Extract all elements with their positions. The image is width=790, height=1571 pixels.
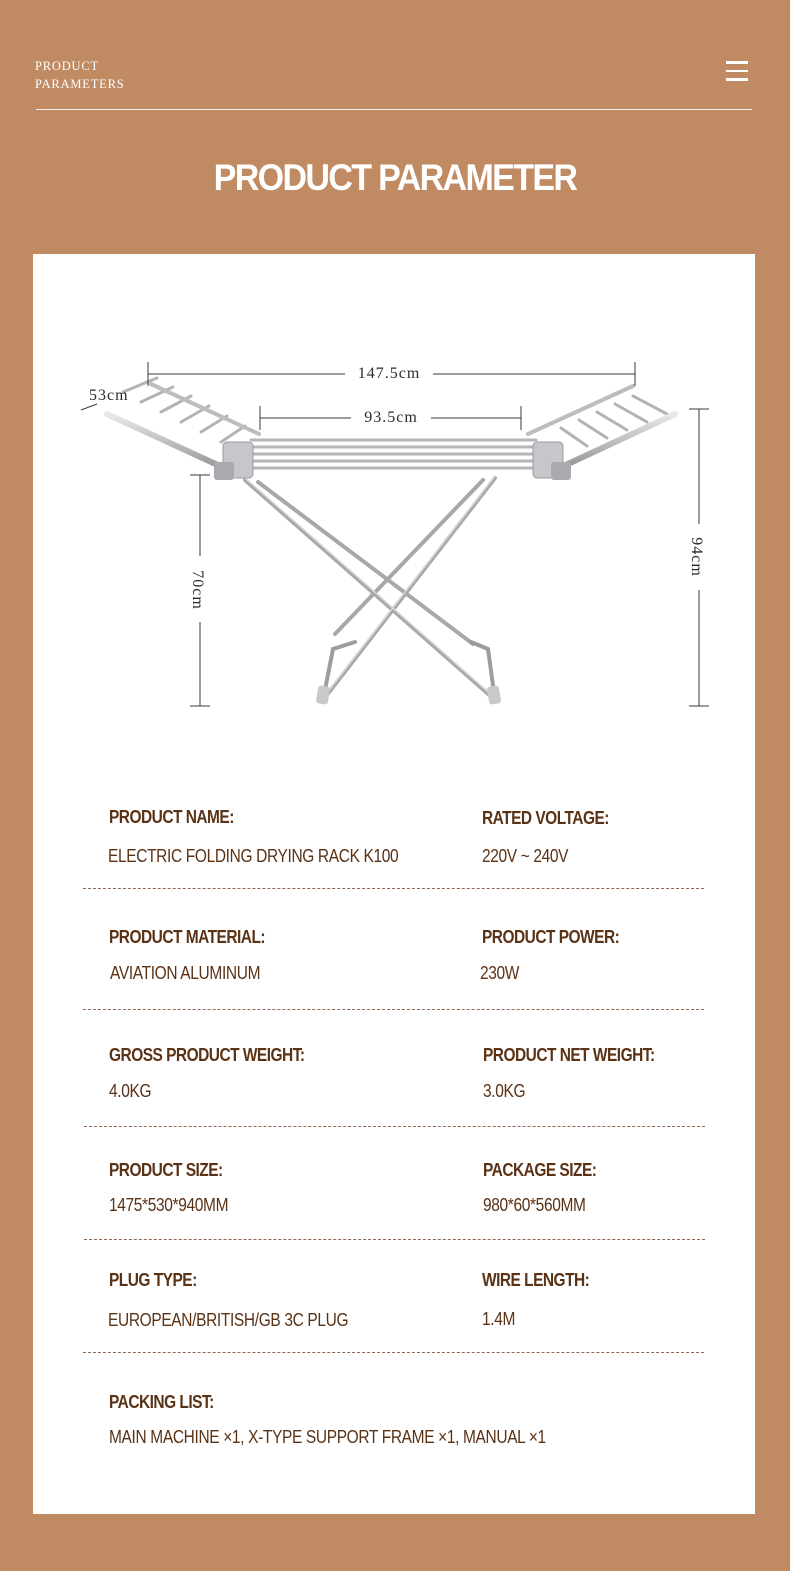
drying-rack-diagram [33,254,755,754]
dim-total-width: 147.5cm [357,365,421,382]
menu-bar-middle [726,70,748,73]
rated-voltage-value: 220V ~ 240V [482,846,569,866]
parameter-card [33,254,755,1514]
product-power-value: 230W [480,963,520,983]
row-divider-5 [83,1352,704,1353]
product-material-label: PRODUCT MATERIAL: [109,927,266,947]
net-weight-value: 3.0KG [483,1081,526,1101]
package-size-value: 980*60*560MM [483,1195,586,1215]
row-divider-3 [84,1126,705,1127]
plug-type-value: EUROPEAN/BRITISH/GB 3C PLUG [108,1310,349,1330]
rated-voltage-label: RATED VOLTAGE: [482,808,609,828]
header-label-line1: PRODUCT [35,59,99,73]
menu-bar-bottom [726,78,748,81]
menu-bar-top [726,61,748,64]
product-material-value: AVIATION ALUMINUM [110,963,261,983]
dim-inner-height: 70cm [189,570,206,610]
dim-total-height: 94cm [688,537,705,577]
header-section-label [35,57,125,93]
row-divider-2 [83,1009,704,1010]
dim-middle-width: 93.5cm [364,409,418,426]
net-weight-label: PRODUCT NET WEIGHT: [483,1045,655,1065]
dim-wing-depth: 53cm [89,387,129,404]
page-title: PRODUCT PARAMETER [213,157,577,198]
gross-weight-label: GROSS PRODUCT WEIGHT: [109,1045,305,1065]
gross-weight-value: 4.0KG [109,1081,152,1101]
row-divider-1 [83,888,704,889]
packing-list-label: PACKING LIST: [109,1392,214,1412]
product-name-label: PRODUCT NAME: [109,807,234,827]
packing-list-value: MAIN MACHINE ×1, X-TYPE SUPPORT FRAME ×1, MANUAL ×1 [109,1427,546,1447]
header-label-line2: PARAMETERS [35,77,125,91]
row-divider-4 [84,1239,705,1240]
header-divider [36,109,752,110]
wire-length-label: WIRE LENGTH: [482,1270,590,1290]
hamburger-menu-icon[interactable] [726,61,748,81]
product-name-value: ELECTRIC FOLDING DRYING RACK K100 [108,846,399,866]
product-size-label: PRODUCT SIZE: [109,1160,223,1180]
drying-rack-illustration [33,254,755,754]
product-power-label: PRODUCT POWER: [482,927,620,947]
product-size-value: 1475*530*940MM [109,1195,229,1215]
wire-length-value: 1.4M [482,1309,516,1329]
plug-type-label: PLUG TYPE: [109,1270,197,1290]
package-size-label: PACKAGE SIZE: [483,1160,597,1180]
